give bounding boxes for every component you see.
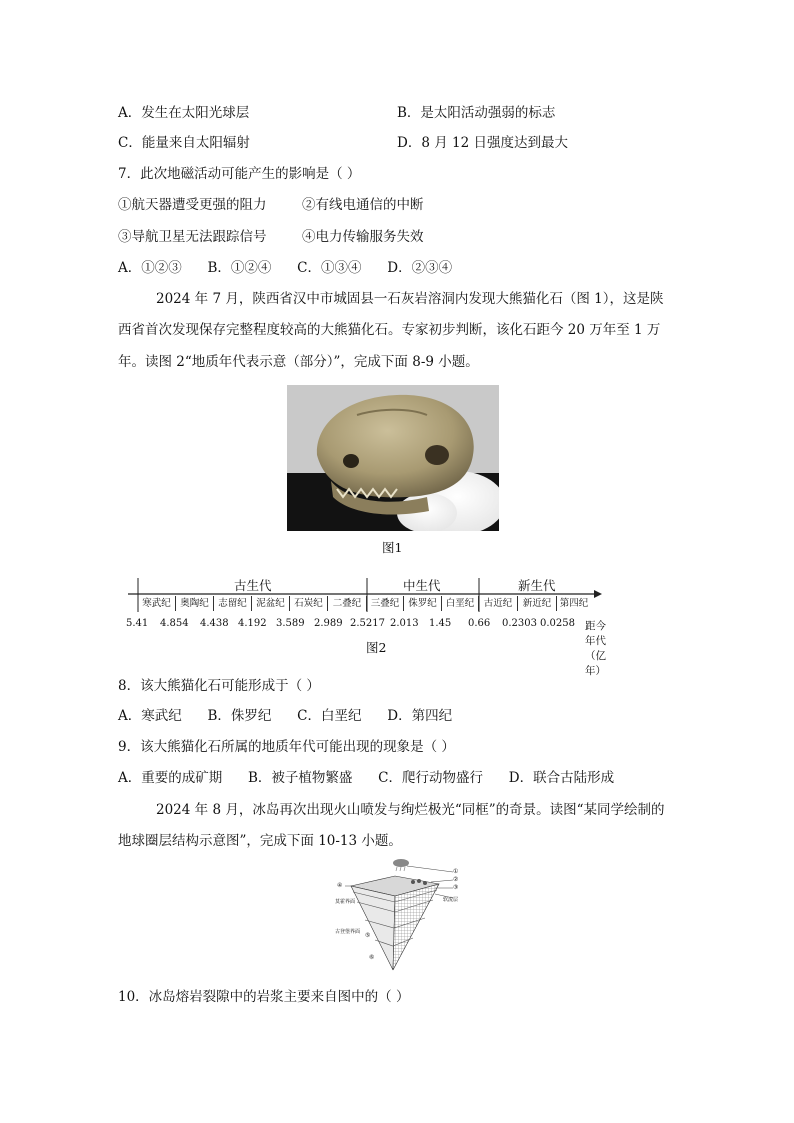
period-carboniferous: 石炭纪 xyxy=(290,596,328,611)
passage1-line3: 年。读图 2“地质年代表示意（部分）”，完成下面 8-9 小题。 xyxy=(118,354,479,370)
age-label: 3.589 xyxy=(276,618,305,629)
q9-stem: 9．该大熊猫化石所属的地质年代可能出现的现象是（ ） xyxy=(118,739,455,755)
period-paleogene: 古近纪 xyxy=(479,596,518,611)
q6-option-d: D．8 月 12 日强度达到最大 xyxy=(397,135,568,151)
period-ordovician: 奥陶纪 xyxy=(176,596,214,611)
period-devonian: 泥盆纪 xyxy=(252,596,290,611)
q7-item-2: ②有线电通信的中断 xyxy=(302,197,424,213)
period-jurassic: 侏罗纪 xyxy=(404,596,442,611)
period-permian: 二叠纪 xyxy=(328,596,367,611)
q8-options: A．寒武纪 B．侏罗纪 C．白垩纪 D．第四纪 xyxy=(118,708,453,724)
q6-option-a: A．发生在太阳光球层 xyxy=(118,105,250,121)
age-label: 4.192 xyxy=(238,618,267,629)
q6-option-c: C．能量来自太阳辐射 xyxy=(118,135,250,151)
gutenberg-label: 古登堡界面 xyxy=(335,929,361,935)
passage2-line1: 2024 年 8 月，冰岛再次出现火山喷发与绚烂极光“同框”的奇景。读图“某同学绘制的 xyxy=(156,802,665,818)
moho-label: 莫霍界面 xyxy=(335,899,356,905)
q7-item-1: ①航天器遭受更强的阻力 xyxy=(118,197,267,213)
era-paleozoic: 古生代 xyxy=(234,578,272,593)
layer-label-6: ⑥ xyxy=(369,954,375,961)
earth-wedge-illustration xyxy=(335,858,460,976)
layer-label-2: ② xyxy=(453,876,459,883)
layer-label-1: ① xyxy=(453,868,459,875)
q9-options: A．重要的成矿期 B．被子植物繁盛 C．爬行动物盛行 D．联合古陆形成 xyxy=(118,770,615,786)
age-label: 4.438 xyxy=(200,618,229,629)
age-label: 2.989 xyxy=(314,618,343,629)
era-mesozoic: 中生代 xyxy=(403,578,441,593)
q8-stem: 8．该大熊猫化石可能形成于（ ） xyxy=(118,678,320,694)
period-cretaceous: 白垩纪 xyxy=(442,596,479,611)
period-quaternary: 第四纪 xyxy=(559,598,589,609)
q6-option-b: B．是太阳活动强弱的标志 xyxy=(397,105,556,121)
period-silurian: 志留纪 xyxy=(214,596,252,611)
layer-label-3: ③ xyxy=(453,884,459,891)
age-label: 1.45 xyxy=(429,618,452,629)
layer-label-5: ⑤ xyxy=(365,932,371,939)
q10-stem: 10．冰岛熔岩裂隙中的岩浆主要来自图中的（ ） xyxy=(118,989,410,1005)
passage1-line1: 2024 年 7 月，陕西省汉中市城固县一石灰岩溶洞内发现大熊猫化石（图 1），这是陕 xyxy=(156,291,664,307)
age-label: 5.41 xyxy=(126,618,149,629)
age-label: 4.854 xyxy=(160,618,189,629)
asthenosphere-label: 软流层 xyxy=(443,897,459,903)
layer-label-4: ④ xyxy=(337,882,343,889)
figure1-caption: 图1 xyxy=(382,540,403,555)
q7-stem: 7．此次地磁活动可能产生的影响是（ ） xyxy=(118,166,361,182)
passage2-line2: 地球圈层结构示意图”，完成下面 10-13 小题。 xyxy=(118,833,402,849)
q7-item-3: ③导航卫星无法跟踪信号 xyxy=(118,229,267,245)
q7-item-4: ④电力传输服务失效 xyxy=(302,229,424,245)
era-cenozoic: 新生代 xyxy=(518,578,556,593)
period-triassic: 三叠纪 xyxy=(367,596,404,611)
period-cambrian: 寒武纪 xyxy=(138,596,176,611)
age-label: 2.013 xyxy=(390,618,419,629)
age-label: 0.0258 xyxy=(540,618,575,629)
age-label: 0.2303 xyxy=(502,618,537,629)
period-neogene: 新近纪 xyxy=(518,596,557,611)
age-label: 0.66 xyxy=(468,618,491,629)
panda-skull-illustration xyxy=(287,385,499,531)
figure2-caption: 图2 xyxy=(366,640,387,655)
passage1-line2: 西省首次发现保存完整程度较高的大熊猫化石。专家初步判断，该化石距今 20 万年至 1 万 xyxy=(118,322,661,338)
age-unit-label: 距今年代（亿年） xyxy=(585,620,606,677)
q7-options: A．①②③ B．①②④ C．①③④ D．②③④ xyxy=(118,260,453,276)
age-label: 2.5217 xyxy=(350,618,385,629)
earth-layers-diagram xyxy=(335,858,460,976)
panda-fossil-photo xyxy=(287,385,499,531)
